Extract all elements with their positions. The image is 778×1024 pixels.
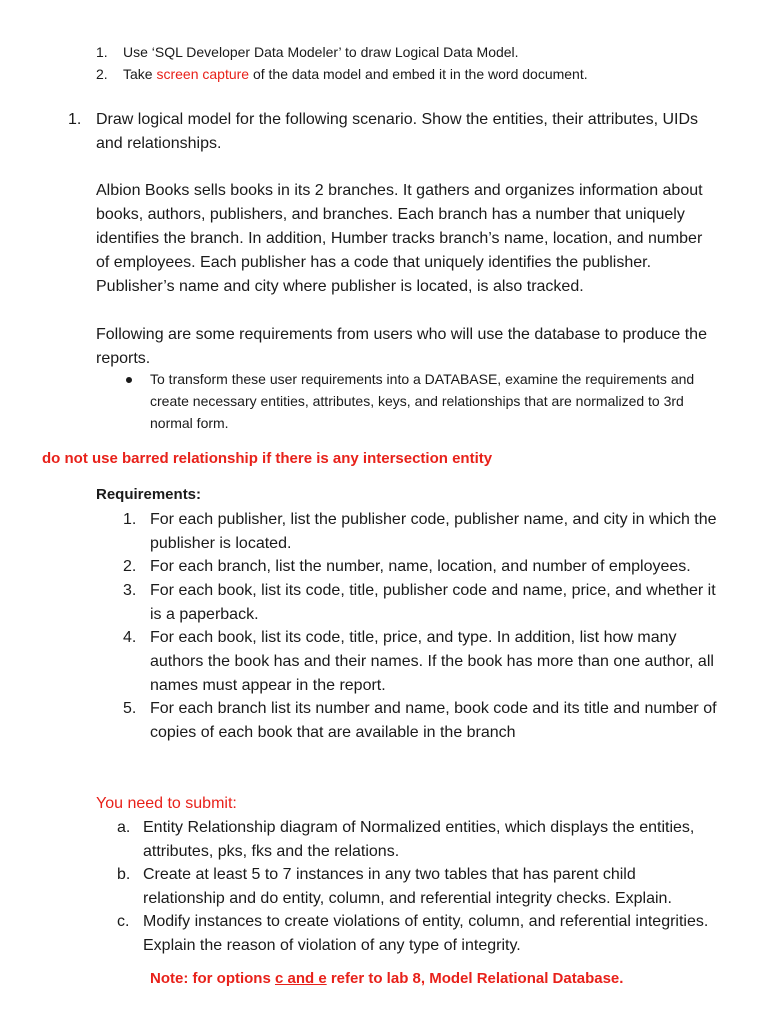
following-line-1: Following are some requirements from users who will use the database to produce the [96,326,707,343]
submit-a-line-2: attributes, pks, fks and the relations. [143,843,400,860]
bullet-icon [126,377,132,383]
req-5-line-1: For each branch list its number and name, book code and its title and number of [150,700,717,717]
question-line-1: Draw logical model for the following scenario. Show the entities, their attributes, UIDs [96,111,699,128]
note-pre: Note: for options [150,970,275,987]
scenario-line-5: Publisher’s name and city where publisher is located, is also tracked. [96,278,584,295]
note-post: refer to lab 8, Model Relational Database. [326,970,624,987]
scenario-line-4: of employees. Each publisher has a code that uniquely identifies the publisher. [96,254,652,271]
top-list-text-2 [123,64,588,85]
note-text [150,969,623,989]
req-1-line-2: publisher is located. [150,535,292,552]
bullet-line-2: create necessary entities, attributes, keys, and relationships that are normalized to 3rd [150,393,684,409]
submit-b-line-2: relationship and do entity, column, and referential integrity checks. Explain. [143,890,672,907]
screen-capture-highlight: screen capture [156,66,250,82]
req-number-2: 2. [123,558,137,575]
note-underlined: c and e [274,970,327,987]
req-number-1: 1. [123,511,137,528]
req-5-line-2: copies of each book that are available in the branch [150,724,516,741]
top-list-item-1 [96,42,108,63]
req-number-3: 3. [123,582,137,599]
submit-c-line-1: Modify instances to create violations of entity, column, and referential integrities. [143,913,709,930]
submit-heading: You need to submit: [96,795,237,812]
scenario-line-3: identifies the branch. In addition, Humber tracks branch’s name, location, and number [96,230,703,247]
scenario-line-2: books, authors, publishers, and branches. Each branch has a number that uniquely [96,206,685,223]
top-list-text-1: Use ‘SQL Developer Data Modeler’ to draw Logical Data Model. [123,44,519,60]
question-number: 1. [68,111,82,128]
submit-letter-b: b. [117,866,131,883]
bullet-line-3: normal form. [150,415,229,431]
question-line-2: and relationships. [96,135,222,152]
submit-c-line-2: Explain the reason of violation of any type of integrity. [143,937,521,954]
req-4-line-3: names must appear in the report. [150,677,386,694]
bullet-line-1: To transform these user requirements into a DATABASE, examine the requirements and [150,371,695,387]
list-number: 2. [96,66,108,82]
submit-a-line-1: Entity Relationship diagram of Normalized entities, which displays the entities, [143,819,695,836]
submit-letter-a: a. [117,819,131,836]
req-number-5: 5. [123,700,137,717]
submit-letter-c: c. [117,913,130,930]
req-number-4: 4. [123,629,137,646]
req-3-line-1: For each book, list its code, title, publisher code and name, price, and whether it [150,582,716,599]
requirements-heading: Requirements: [96,486,202,503]
req-3-line-2: is a paperback. [150,606,259,623]
req-1-line-1: For each publisher, list the publisher code, publisher name, and city in which the [150,511,717,528]
top-list-item-2 [96,64,108,85]
list-number: 1. [96,44,108,60]
warning-text: do not use barred relationship if there is any intersection entity [42,450,493,467]
req-4-line-1: For each book, list its code, title, price, and type. In addition, list how many [150,629,677,646]
scenario-line-1: Albion Books sells books in its 2 branches. It gathers and organizes information about [96,182,703,199]
text-pre: Take [123,66,157,82]
req-2-line-1: For each branch, list the number, name, location, and number of employees. [150,558,691,575]
req-4-line-2: authors the book has and their names. If the book has more than one author, all [150,653,714,670]
submit-b-line-1: Create at least 5 to 7 instances in any two tables that has parent child [143,866,636,883]
following-line-2: reports. [96,350,151,367]
text-post: of the data model and embed it in the word document. [249,66,588,82]
